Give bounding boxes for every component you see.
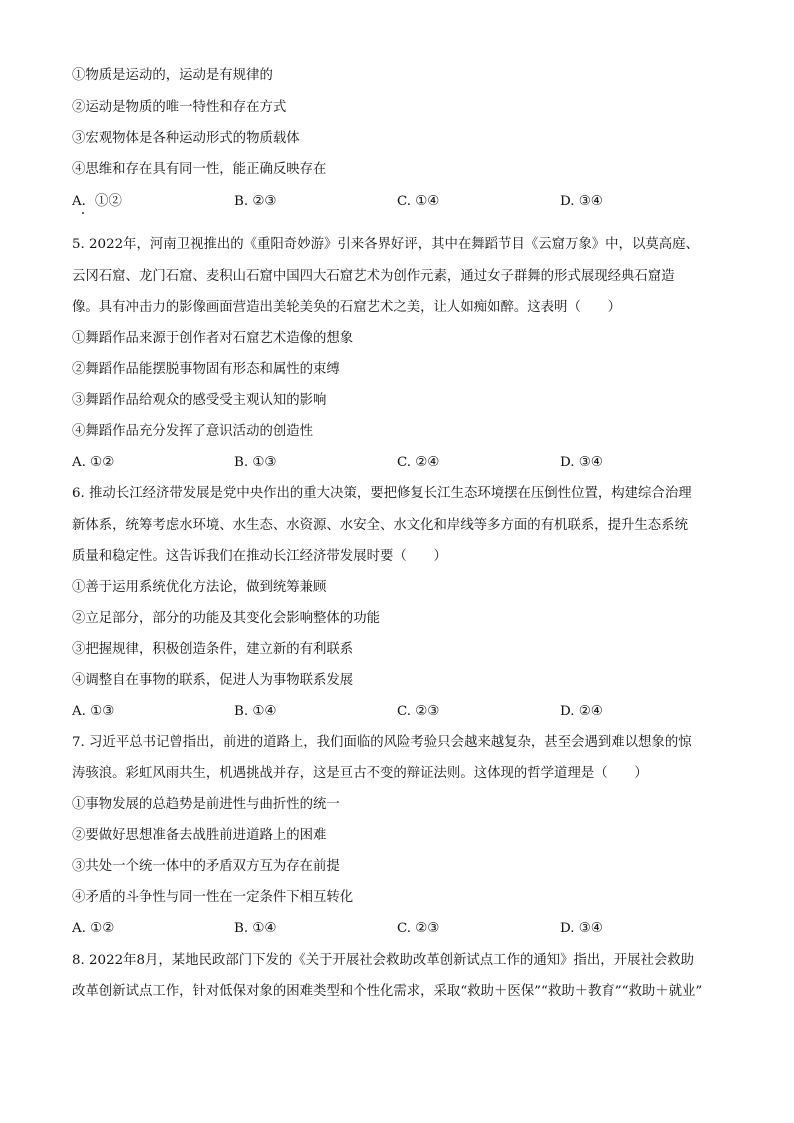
question-7-stem: 涛骇浪。彩虹风雨共生，机遇挑战并存，这是亘古不变的辩证法则。这体现的哲学道理是（ ）: [72, 766, 648, 781]
choice-statement: ②运动是物质的唯一特性和存在方式: [72, 100, 287, 115]
option-c: C. ②③: [397, 921, 440, 936]
option-b: B. ②③: [234, 194, 277, 209]
choice-statement: ①舞蹈作品来源于创作者对石窟艺术造像的想象: [72, 331, 354, 346]
question-6-stem: 6. 推动长江经济带发展是党中央作出的重大决策，要把修复长江生态环境摆在压倒性位置，构建综合治理: [72, 486, 692, 501]
question-8-stem: 改革创新试点工作，针对低保对象的困难类型和个性化需求，采取“救助＋医保”“救助＋教育”“救助＋就业”: [72, 984, 703, 999]
answer-options: [72, 702, 732, 722]
option-b: B. ①④: [234, 704, 277, 719]
choice-statement: ②要做好思想准备去战胜前进道路上的困难: [72, 828, 327, 843]
option-d: D. ③④: [560, 194, 603, 209]
stray-mark: [82, 212, 84, 214]
option-d: D. ③④: [560, 455, 603, 470]
question-5-stem: 像。具有冲击力的影像画面营造出美轮美奂的石窟艺术之美，让人如痴如醉。这表明（ ）: [72, 300, 622, 315]
question-6-stem: 质量和稳定性。这告诉我们在推动长江经济带发展时要（ ）: [72, 549, 447, 564]
option-b: B. ①③: [234, 455, 277, 470]
question-5-stem: 云冈石窟、龙门石窟、麦积山石窟中国四大石窟艺术为创作元素，通过女子群舞的形式展现经典石窟造: [72, 269, 675, 284]
option-c: C. ②④: [397, 455, 440, 470]
choice-statement: ④思维和存在具有同一性，能正确反映存在: [72, 162, 327, 177]
option-c: C. ①④: [397, 194, 440, 209]
answer-options: [72, 453, 732, 473]
option-a: A．①②: [72, 194, 122, 209]
choice-statement: ③共处一个统一体中的矛盾双方互为存在前提: [72, 859, 340, 874]
option-d: D. ②④: [560, 704, 603, 719]
question-8-stem: 8. 2022年8月，某地民政部门下发的《关于开展社会救助改革创新试点工作的通知》指出，开展社会救助: [72, 953, 695, 968]
question-6-stem: 新体系，统筹考虑水环境、水生态、水资源、水安全、水文化和岸线等多方面的有机联系，提升生态系统: [72, 518, 688, 533]
choice-statement: ③把握规律，积极创造条件，建立新的有利联系: [72, 642, 354, 657]
answer-options: [72, 919, 732, 939]
choice-statement: ②立足部分，部分的功能及其变化会影响整体的功能: [72, 611, 380, 626]
choice-statement: ②舞蹈作品能摆脱事物固有形态和属性的束缚: [72, 362, 340, 377]
answer-options: [72, 192, 732, 212]
choice-statement: ④舞蹈作品充分发挥了意识活动的创造性: [72, 424, 314, 439]
option-a: A. ①③: [72, 704, 115, 719]
choice-statement: ①物质是运动的，运动是有规律的: [72, 68, 273, 83]
option-d: D. ③④: [560, 921, 603, 936]
option-a: A. ①②: [72, 455, 115, 470]
choice-statement: ③宏观物体是各种运动形式的物质载体: [72, 131, 300, 146]
question-7-stem: 7. 习近平总书记曾指出，前进的道路上，我们面临的风险考验只会越来越复杂，甚至会遇到难以想象的惊: [72, 735, 692, 750]
choice-statement: ④矛盾的斗争性与同一性在一定条件下相互转化: [72, 890, 354, 905]
question-5-stem: 5. 2022年，河南卫视推出的《重阳奇妙游》引来各界好评，其中在舞蹈节目《云窟万象》中，以莫高庭、: [72, 237, 699, 252]
choice-statement: ①事物发展的总趋势是前进性与曲折性的统一: [72, 797, 340, 812]
option-b: B. ①④: [234, 921, 277, 936]
option-a: A. ①②: [72, 921, 115, 936]
choice-statement: ③舞蹈作品给观众的感受受主观认知的影响: [72, 393, 327, 408]
option-c: C. ②③: [397, 704, 440, 719]
choice-statement: ④调整自在事物的联系，促进人为事物联系发展: [72, 673, 354, 688]
choice-statement: ①善于运用系统优化方法论，做到统筹兼顾: [72, 580, 327, 595]
